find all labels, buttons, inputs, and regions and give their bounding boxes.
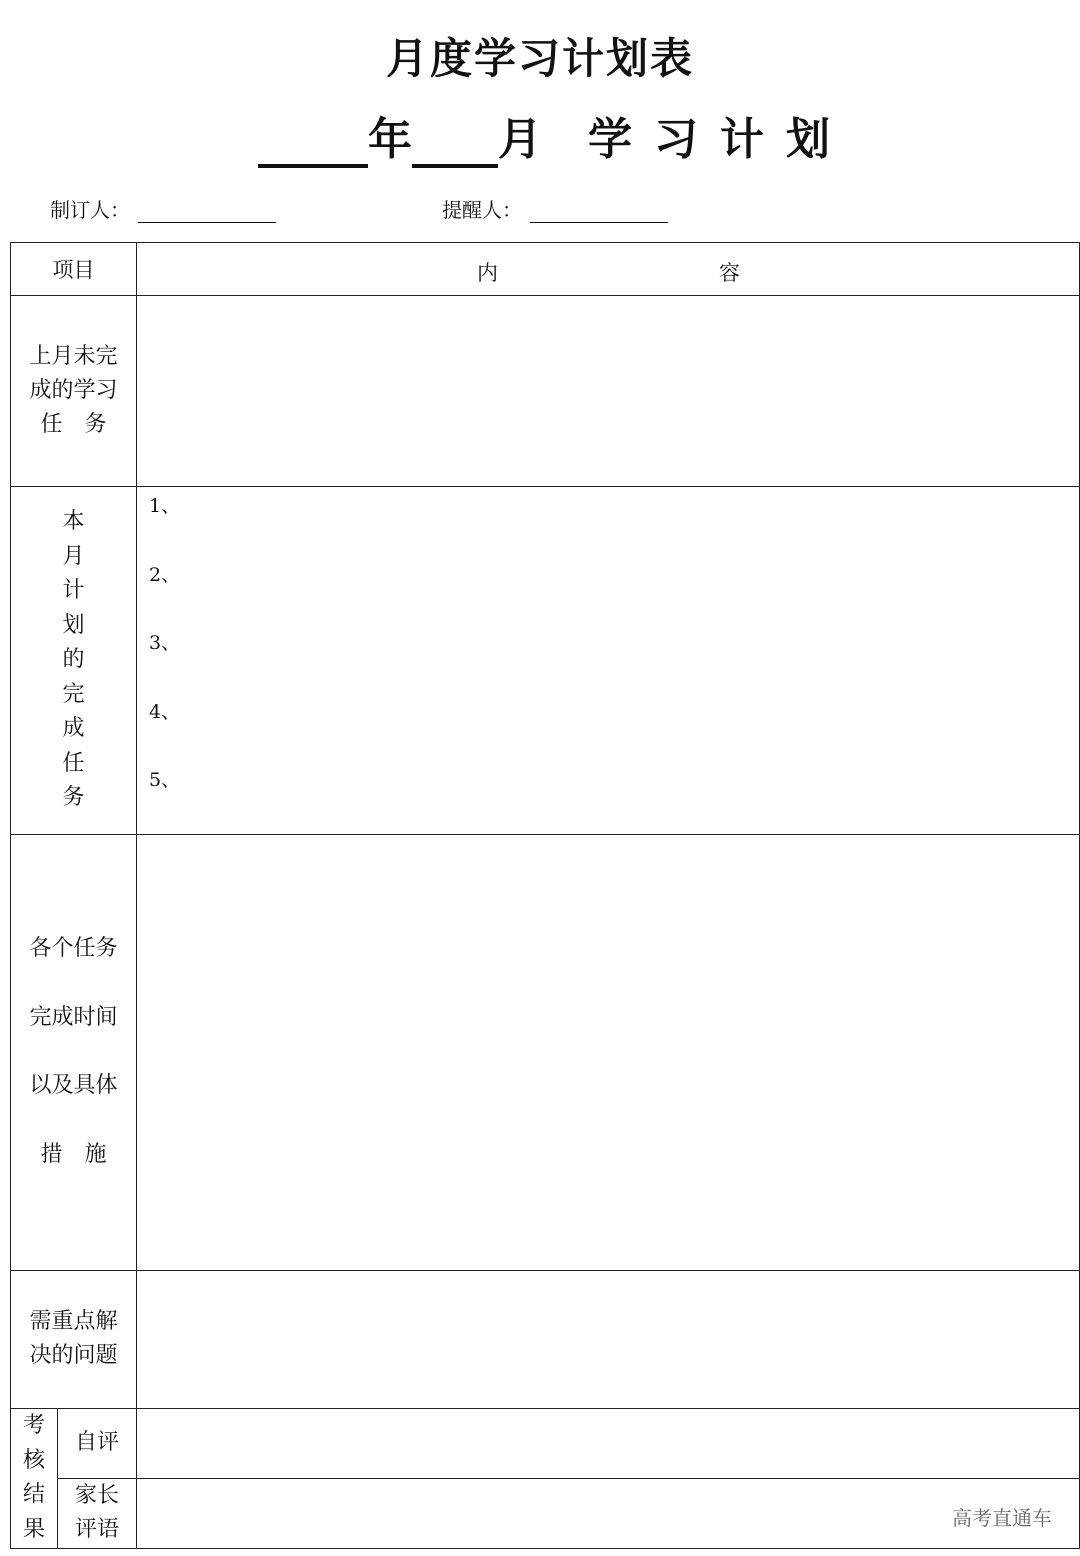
plan-table (10, 242, 1080, 1549)
task-item-4[interactable]: 4、 (149, 700, 181, 723)
label-char: 的 (62, 647, 85, 672)
maker-field (50, 194, 276, 223)
row-month-tasks (11, 487, 1080, 835)
label-char: 划 (62, 612, 85, 638)
task-item-5[interactable]: 5、 (149, 769, 181, 791)
label-line: 上月未完 (29, 344, 118, 369)
row-measures (11, 834, 1080, 1270)
label-assessment (11, 1408, 58, 1548)
label-line: 成的学习 (29, 378, 118, 403)
label-line: 决的问题 (29, 1343, 118, 1368)
content-problems[interactable] (137, 1270, 1080, 1408)
reminder-label: 提醒人： (442, 198, 522, 222)
watermark: 高考直通车 (952, 1506, 1052, 1530)
year-blank[interactable] (258, 114, 368, 168)
reminder-blank[interactable] (530, 200, 668, 223)
label-char: 月 (62, 543, 85, 569)
content-self-eval[interactable] (137, 1408, 1080, 1478)
row-problems (11, 1270, 1080, 1408)
year-label: 年 (368, 114, 412, 165)
label-line: 家长 (74, 1483, 119, 1508)
label-char: 任 (62, 750, 85, 776)
maker-label: 制订人： (50, 198, 130, 222)
row-unfinished (11, 296, 1080, 487)
label-line: 任 务 (40, 412, 107, 437)
header-content-char-1: 内 (477, 261, 498, 285)
row-parent-comment (11, 1478, 1080, 1548)
label-line: 各个任务 (29, 936, 118, 961)
plan-label: 学习计划 (588, 114, 852, 165)
content-measures[interactable] (137, 834, 1080, 1270)
task-item-3[interactable]: 3、 (149, 632, 181, 654)
reminder-field (442, 194, 668, 223)
label-month-tasks (11, 487, 137, 835)
row-self-eval (11, 1408, 1080, 1478)
label-problems (11, 1270, 137, 1408)
content-parent-comment[interactable] (137, 1478, 1080, 1548)
label-char: 本 (62, 509, 85, 534)
label-parent-comment (58, 1478, 137, 1548)
label-char: 成 (62, 716, 85, 741)
month-blank[interactable] (412, 114, 498, 168)
label-line: 完成时间 (29, 1004, 118, 1030)
task-item-2[interactable]: 2、 (149, 563, 181, 586)
label-line: 措 施 (40, 1141, 107, 1167)
label-self-eval: 自评 (58, 1408, 137, 1478)
month-label: 月 (498, 114, 542, 165)
label-unfinished-tasks (11, 296, 137, 487)
label-char: 结 (22, 1482, 45, 1507)
label-char: 完 (62, 681, 85, 707)
task-item-1[interactable]: 1、 (149, 495, 181, 517)
label-char: 务 (62, 785, 85, 810)
label-line: 评语 (74, 1517, 119, 1542)
header-item: 项目 (11, 243, 137, 296)
content-month-tasks[interactable] (137, 487, 1080, 835)
header-row (11, 243, 1080, 296)
label-char: 果 (22, 1516, 45, 1542)
header-content-char-2: 容 (719, 261, 740, 285)
content-unfinished-tasks[interactable] (137, 296, 1080, 487)
subtitle (258, 108, 852, 168)
maker-blank[interactable] (138, 200, 276, 223)
header-content (137, 243, 1080, 296)
label-char: 计 (62, 578, 85, 603)
label-char: 考 (22, 1413, 45, 1438)
label-measures (11, 834, 137, 1270)
label-line: 以及具体 (29, 1073, 118, 1098)
label-line: 需重点解 (29, 1309, 118, 1334)
label-char: 核 (22, 1447, 45, 1473)
page-title: 月度学习计划表 (385, 34, 694, 83)
